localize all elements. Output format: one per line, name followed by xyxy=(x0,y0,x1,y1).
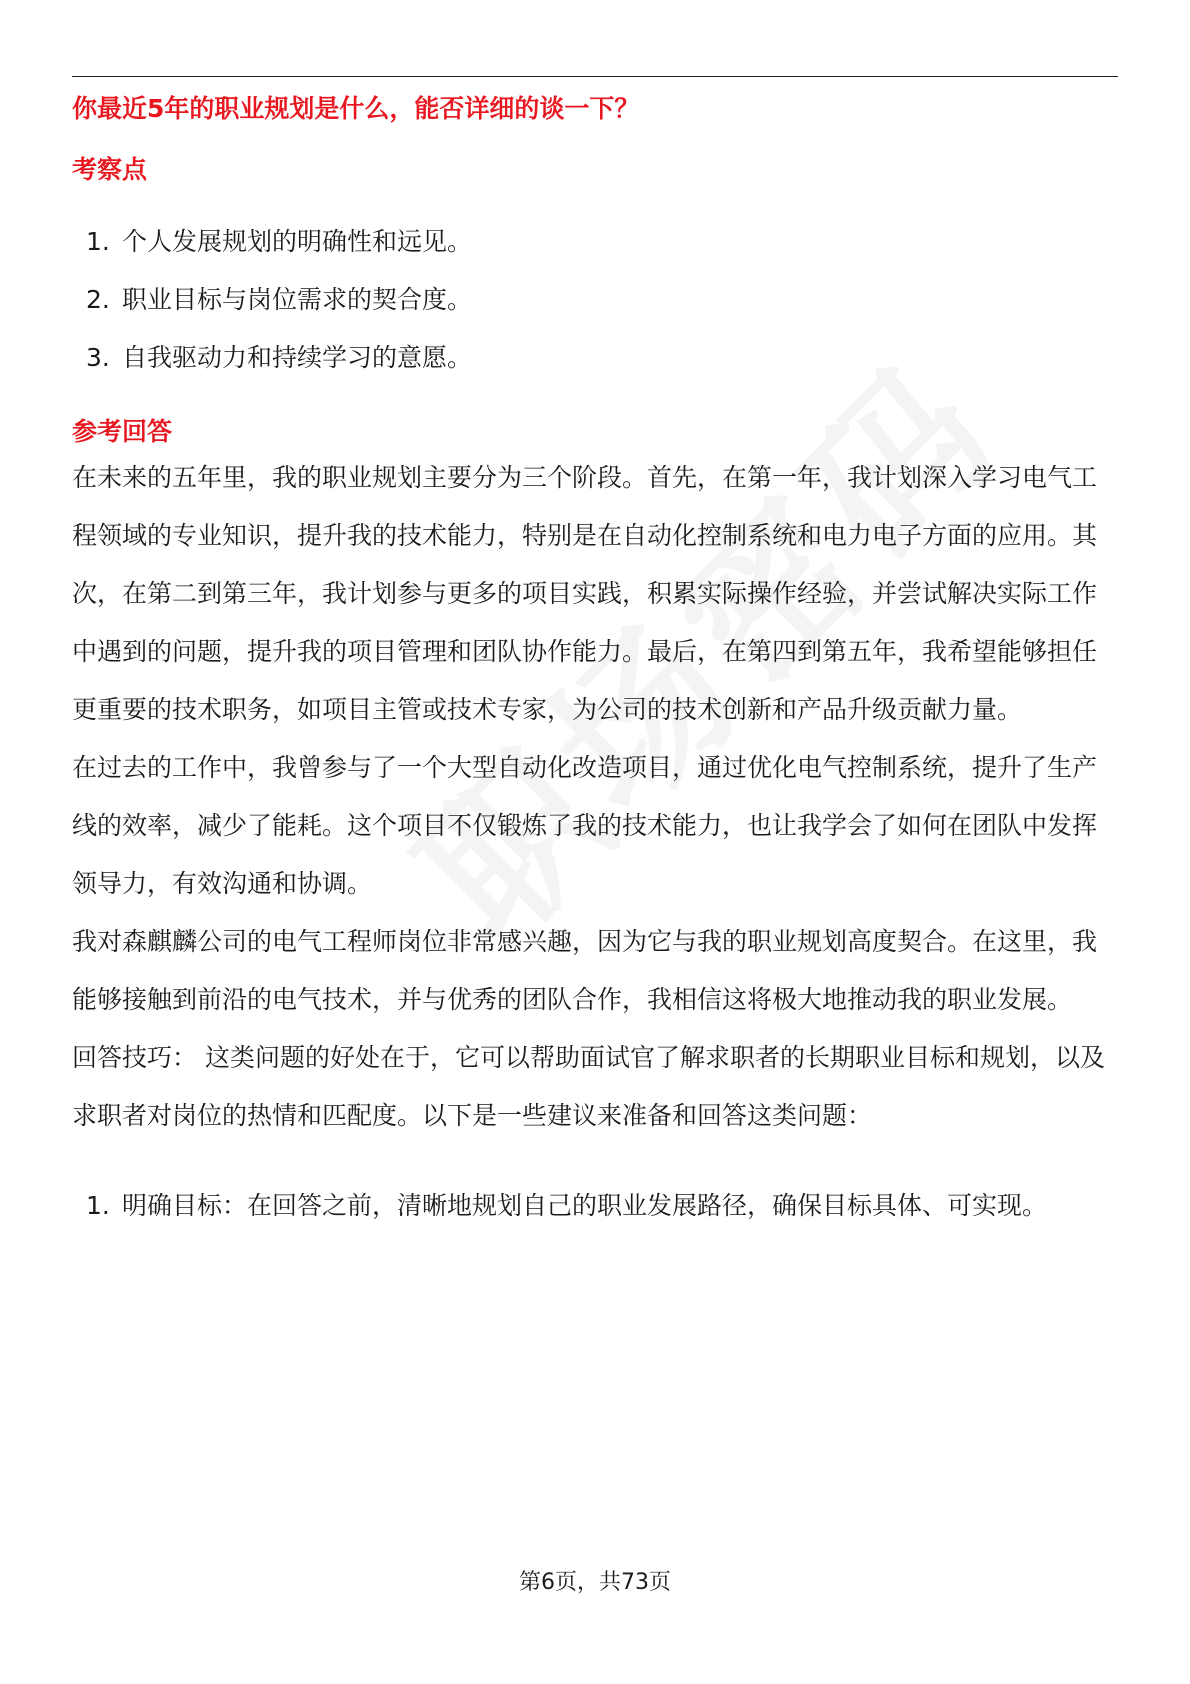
list-number: 2. xyxy=(86,285,110,314)
page-footer: 第6页，共73页 xyxy=(519,1570,671,1595)
list-text: 个人发展规划的明确性和远见。 xyxy=(122,227,473,256)
answer-paragraph: 在未来的五年里，我的职业规划主要分为三个阶段。首先，在第一年，我计划深入学习电气工程领域的专业知识，提升我的技术能力，特别是在自动化控制系统和电力电子方面的应用。其次，在第二到第三年，我计划参与更多的项目实践，积累实际操作经验，并尝试解决实际工作中遇到的问题，提升我的项目管理和团队协作能力。最后，在第四到第五年，我希望能够担任更重要的技术职务，如项目主管或技术专家，为公司的技术创新和产品升级贡献力量。 xyxy=(72,463,1098,724)
header-rule xyxy=(72,76,1118,77)
list-text: 自我驱动力和持续学习的意愿。 xyxy=(122,343,473,372)
tips-intro: 回答技巧： 这类问题的好处在于，它可以帮助面试官了解求职者的长期职业目标和规划，以及求职者对岗位的热情和匹配度。以下是一些建议来准备和回答这类问题： xyxy=(72,1043,1105,1130)
list-number: 1. xyxy=(86,1191,110,1220)
points-list xyxy=(72,213,1118,387)
list-item xyxy=(72,1177,1118,1235)
question-title: 你最近5年的职业规划是什么，能否详细的谈一下？ xyxy=(72,94,640,123)
list-number: 3. xyxy=(86,343,110,372)
list-text: 明确目标：在回答之前，清晰地规划自己的职业发展路径，确保目标具体、可实现。 xyxy=(122,1191,1048,1220)
list-text: 职业目标与岗位需求的契合度。 xyxy=(122,285,473,314)
answer-heading: 参考回答 xyxy=(72,417,173,446)
list-number: 1. xyxy=(86,227,110,256)
points-heading: 考察点 xyxy=(72,155,148,184)
answer-paragraph: 在过去的工作中，我曾参与了一个大型自动化改造项目，通过优化电气控制系统，提升了生产线的效率，减少了能耗。这个项目不仅锻炼了我的技术能力，也让我学会了如何在团队中发挥领导力，有效沟通和协调。 xyxy=(72,753,1098,898)
answer-paragraph: 我对森麒麟公司的电气工程师岗位非常感兴趣，因为它与我的职业规划高度契合。在这里，我能够接触到前沿的电气技术，并与优秀的团队合作，我相信这将极大地推动我的职业发展。 xyxy=(72,927,1098,1014)
tips-list xyxy=(72,1177,1118,1235)
page-content xyxy=(72,92,1118,1235)
list-item xyxy=(72,213,1118,271)
list-item xyxy=(72,271,1118,329)
list-item xyxy=(72,329,1118,387)
